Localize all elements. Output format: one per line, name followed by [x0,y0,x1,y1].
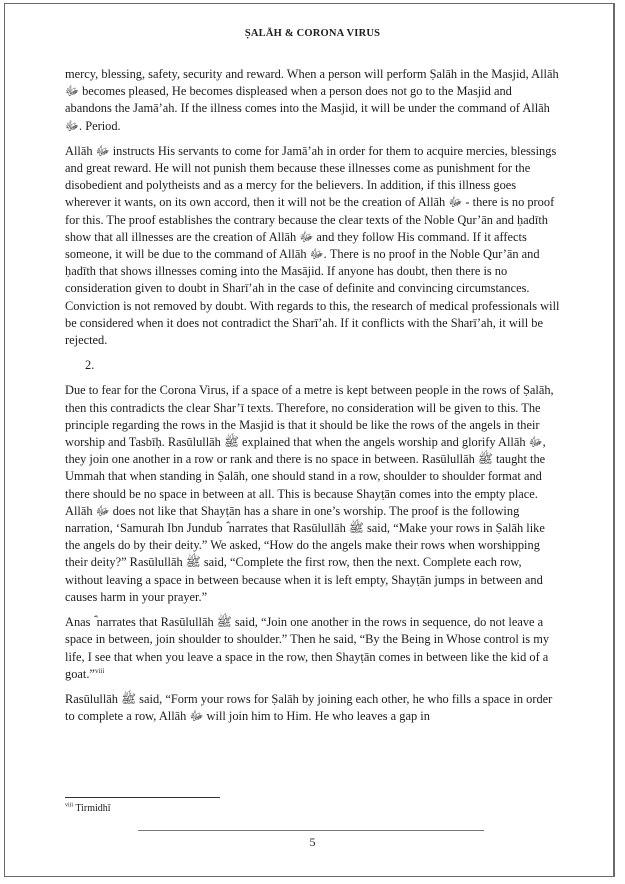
paragraph: Allāh ﷻ instructs His servants to come for Jamā’ah in order for them to acquire mercies, blessings and great reward. He will not punish them because these illnesses come as punishment for the disobedient and polytheists and as a mercy for the believers. In addition, if this illness goes wherever it wants, on its own accord, then it will not be the creation of Allāh ﷻ - there is no proof for this. The proof establishes the contrary because the clear texts of the Noble Qur’ān and ḥadīth show that all illnesses are the creation of Allāh ﷻ and they follow His command. If it affects someone, it will be due to the command of Allāh ﷻ. There is no proof in the Noble Qur’ān and ḥadīth that shows illnesses coming into the Masājid. If anyone has doubt, then there is no consideration given to doubt in Sharī’ah in the case of definite and convincing circumstances. Conviction is not removed by doubt. With regards to this, the research of medical professionals will be considered when it does not contradict the Sharī’ah. If it conflicts with the Sharī’ah, it will be rejected. [65,143,560,348]
footnote-marker: viii [65,802,74,809]
footnote-text: Tirmidhī [75,803,111,814]
paragraph: mercy, blessing, safety, security and reward. When a person will perform Ṣalāh in the Masjid, Allāh ﷻ becomes pleased, He becomes displeased when a person does not go to the Masjid and abandons the Jamā’ah. If the illness comes into the Masjid, it will be under the command of Allāh ﷻ. Period. [65,67,559,133]
body-text [65,66,561,733]
footer-divider [138,830,484,831]
paragraph-text: Anas ؓ narrates that Rasūlullāh ﷺ said, “Join one another in the rows in sequence, do not leave a space in between, join shoulder to shoulder.” Then he said, “By the Being in Whose control is my life, I see that when you leave a space in the row, then Shayṭān comes in between like the kid of a goat.” [65,615,550,681]
footnote-reference[interactable]: viii [94,666,105,675]
paragraph: Due to fear for the Corona Virus, if a space of a metre is kept between people in the rows of Ṣalāh, then this contradicts the clear Shar’ī texts. Therefore, no consideration will be given to this. The principle regarding the rows in the Masjid is that it should be like the rows of the angels in their worship and Tasbīḥ. Rasūlullāh ﷺ explained that when the angels worship and glorify Allāh ﷻ, they join one another in a row or rank and there is no space in between. Rasūlullāh ﷺ taught the Ummah that when standing in Ṣalāh, one should stand in a row, shoulder to shoulder format and there should be no space in between at all. This is because Shayṭān comes into the empty place. Allāh ﷻ does not like that Shayṭān has a share in one’s worship. The proof is the following narration, ‘Samurah Ibn Jundub ؓ narrates that Rasūlullāh ﷺ said, “Make your rows in Ṣalāh like the angels do by their deity.” We asked, “How do the angels make their rows when worshipping their deity?” Rasūlullāh ﷺ said, “Complete the first row, then the next. Complete each row, without leaving a space in between because when it is left empty, Shayṭān jumps in between and causes harm in your prayer.” [65,383,554,604]
paragraph-anas [65,614,561,683]
footnote [65,803,111,814]
page-number: 5 [309,835,316,849]
paragraph: Rasūlullāh ﷺ said, “Form your rows for Ṣalāh by joining each other, he who fills a space in order to complete a row, Allāh ﷻ will join him to Him. He who leaves a gap in [65,691,553,724]
list-number: 2. [85,358,95,373]
running-header: ṢALĀH & CORONA VIRUS [244,28,381,39]
footnote-divider [65,797,220,798]
